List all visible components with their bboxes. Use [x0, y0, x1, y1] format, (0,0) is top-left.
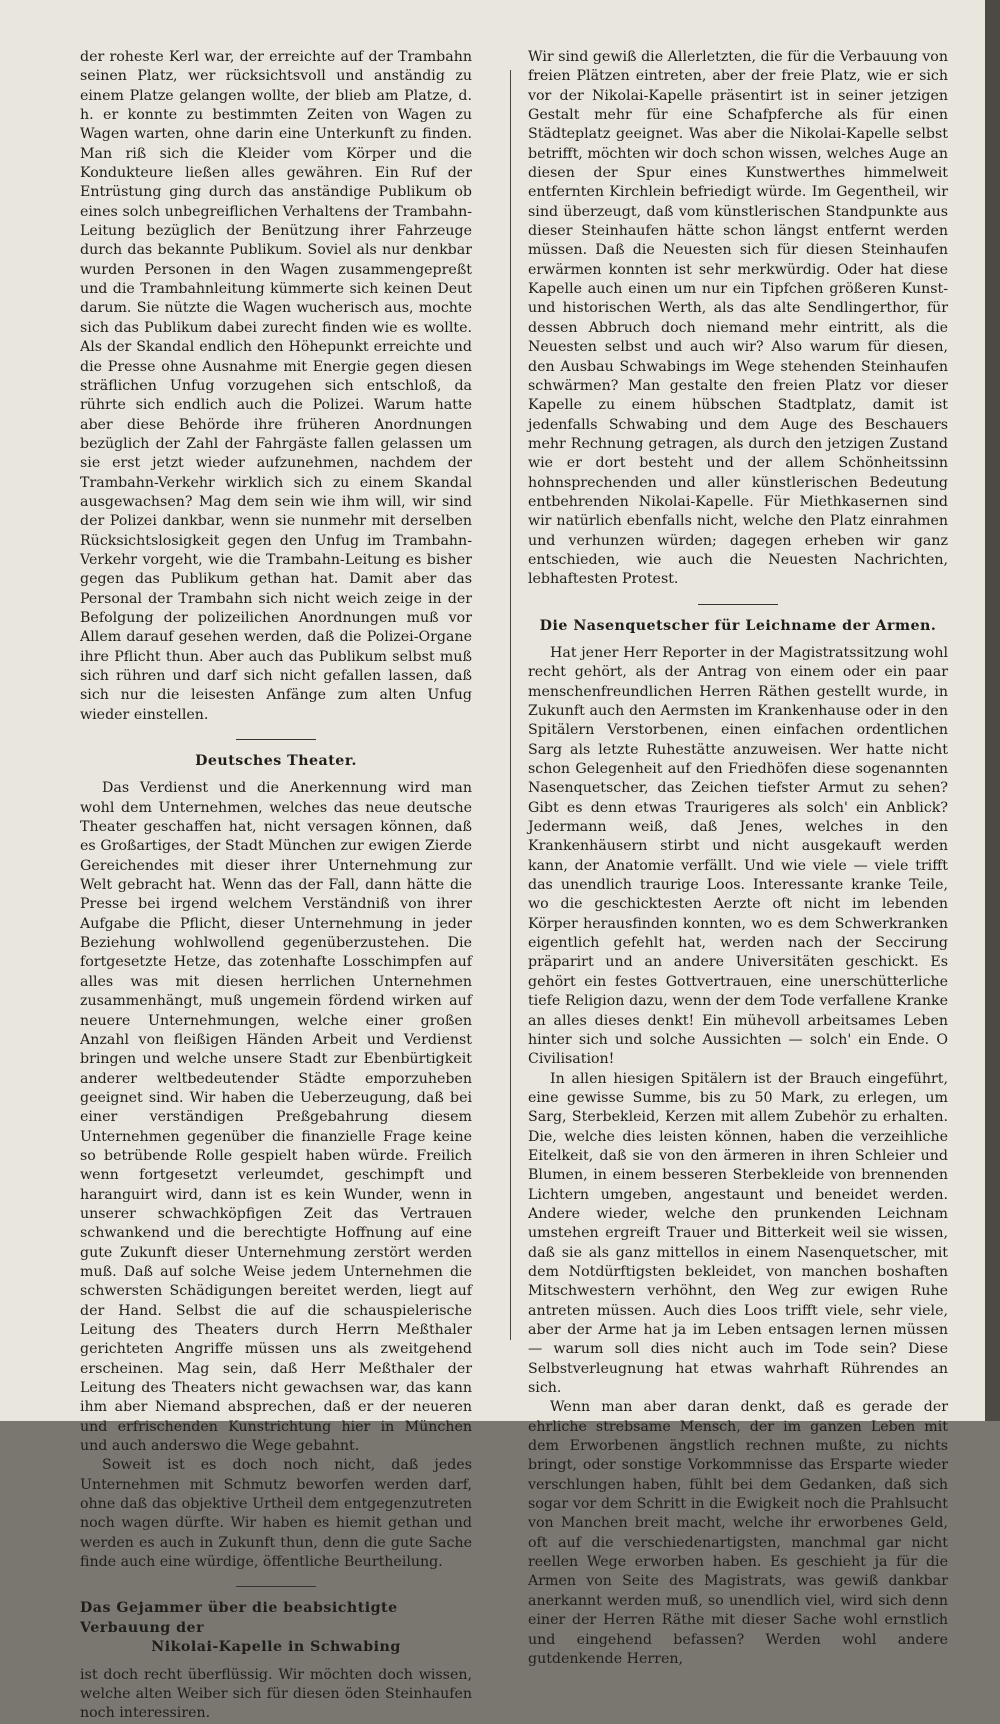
section-separator	[236, 1586, 316, 1587]
article-kapelle-continued: Wir sind gewiß die Allerletzten, die für die Verbauung von freien Plätzen eintreten, aber der freie Platz, wie er sich vor der Nikolai-Kapelle präsentirt ist in seiner jetzigen Gestalt mehr für eine Schafpferche als für einen Städteplatz geeignet. Was aber die Nikolai-Kapelle selbst betrifft, möchten wir doch schon wissen, welches Auge an diesen der Spur eines Kunstwerthes himmelweit entfernten Kirchlein befriedigt würde. Im Gegentheil, wir sind überzeugt, daß vom künstlerischen Standpunkte aus dieser Steinhaufen hätte schon längst entfernt werden müssen. Daß die Neuesten sich für diesen Steinhaufen erwärmen konnten ist sehr merkwürdig. Oder hat diese Kapelle auch einen um nur ein Tipfchen größeren Kunst- und historischen Werth, als das alte Sendlingerthor, für dessen Abbruch doch niemand mehr eintritt, als die Neuesten selbst und auch wir? Also warum für diesen, den Ausbau Schwabings im Wege stehenden Steinhaufen schwärmen? Man gestalte den freien Platz vor dieser Kapelle zu einem hübschen Stadtplatz, damit ist jedenfalls Schwabing und dem Auge des Beschauers mehr Rechnung getragen, als durch den jetzigen Zustand wie er dort besteht und der allem Schönheitssinn hohnsprechenden und aller künstlerischen Bedeutung entbehrenden Nikolai-Kapelle. Für Miethkasernen sind wir natürlich ebenfalls nicht, welche den Platz einrahmen und verhunzen würden; dagegen erheben wir ganz entschieden, wie auch die Neuesten Nachrichten, lebhaftesten Protest.	[528, 49, 948, 588]
heading-kapelle-line-1: Das Gejammer über die beabsichtigte Verbauung der	[80, 1600, 398, 1636]
section-separator	[698, 604, 778, 605]
article-kapelle-start: ist doch recht überflüssig. Wir möchten doch wissen, welche alten Weiber sich für diesen öden Steinhaufen noch interessiren.	[80, 1666, 472, 1722]
article-theater-paragraph-2: Soweit ist es doch noch nicht, daß jedes Unternehmen mit Schmutz beworfen werden darf, ohne daß das objektive Urtheil dem entgegenzutreten noch wagen dürfte. Wir haben es hiemit gethan und werden es auch in Zukunft thun, denn die gute Sache finde auch eine würdige, öffentliche Beurtheilung.	[80, 1457, 472, 1571]
article-tramway-text: der roheste Kerl war, der erreichte auf der Trambahn seinen Platz, wer rücksichtsvoll und anständig zu einem Platze gelangen wollte, der blieb am Platze, d. h. er konnte zu bestimmten Zeiten von Wagen zu Wagen warten, ohne darin eine Unterkunft zu finden. Man riß sich die Kleider vom Körper und die Kondukteure ließen alles gewähren. Ein Ruf der Entrüstung ging durch das anständige Publikum ob eines solch unbegreiflichen Verhaltens der Trambahn-Leitung bezüglich der Benützung ihrer Fahrzeuge durch das bekannte Publikum. Soviel als nur denkbar wurden Personen in den Wagen zusammengepreßt und die Trambahnleitung kümmerte sich keinen Deut darum. Sie nützte die Wagen wucherisch aus, mochte sich das Publikum dabei zurecht finden wie es wollte. Als der Skandal endlich den Höhepunkt erreichte und die Presse ohne Ausnahme mit Energie gegen diesen sträflichen Unfug vorzugehen sich entschloß, da rührte sich endlich auch die Polizei. Warum hatte aber diese Behörde ihre früheren Anordnungen bezüglich der Zahl der Fahrgäste fallen gelassen um sie erst jetzt wieder aufzunehmen, nachdem der Trambahn-Verkehr wirklich sich zu einem Skandal ausgewachsen? Mag dem sein wie ihm will, wir sind der Polizei dankbar, wenn sie nunmehr mit derselben Rücksichtslosigkeit gegen den Unfug im Trambahn-Verkehr vorgeht, wie die Trambahn-Leitung es bisher gegen das Publikum gethan hat. Damit aber das Personal der Trambahn sich nicht weich zeige in der Befolgung der polizeilichen Anordnungen muß vor Allem darauf gesehen werden, daß die Polizei-Organe ihre Pflicht thun. Aber auch das Publikum selbst muß sich rühren und darf sich nicht gefallen lassen, daß sich nur die leisesten Anfänge zum alten Unfug wieder einstellen.	[80, 49, 472, 723]
article-nasen-paragraph-2: In allen hiesigen Spitälern ist der Brauch eingeführt, eine gewisse Summe, bis zu 50 Mark, zu erlegen, um Sarg, Sterbekleid, Kerzen mit allem Zubehör zu erhalten. Die, welche dies leisten können, haben die verzeihliche Eitelkeit, daß sie von den ärmeren in ihren Schleier und Blumen, in einem besseren Sterbekleide von brennenden Lichtern umgeben, angestaunt und beneidet werden. Andere wieder, welche den prunkenden Leichnam umstehen ergreift Trauer und Bitterkeit weil sie wissen, daß sie als ganz mittellos in einem Nasenquetscher, mit dem Notdürftigsten bekleidet, von manchen boshaften Mitschwestern verhöhnt, den Weg zur ewigen Ruhe antreten müssen. Auch dies Loos trifft viele, sehr viele, aber der Arme hat ja im Leben entsagen lernen müssen — warum soll dies nicht auch im Tode sein? Diese Selbstverleugnung hat etwas wahrhaft Rührendes an sich.	[528, 1070, 948, 1397]
right-column	[528, 48, 948, 1669]
article-nasen-paragraph-1: Hat jener Herr Reporter in der Magistratssitzung wohl recht gehört, als der Antrag von einem oder ein paar menschenfreundlichen Herren Räthen gestellt wurde, in Zukunft auch den Aermsten im Krankenhause oder in den Spitälern Verstorbenen, einen einfachen ordentlichen Sarg als letzte Ruhestätte anzuweisen. Wer hatte nicht schon Gelegenheit auf den Friedhöfen diese sogenannten Nasenquetscher, das Zeichen tiefster Armut zu sehen? Gibt es denn etwas Traurigeres als solch' ein Anblick? Jedermann weiß, daß Jenes, welches in den Krankenhäusern stirbt und nicht ausgekauft werden kann, der Anatomie verfällt. Und wie viele — viele trifft das unendlich traurige Loos. Interessante kranke Teile, wo die geschicktesten Aerzte oft nicht im lebenden Körper herausfinden konnten, wo es dem Schwerkranken eigentlich gefehlt hat, werden nach der Seccirung präparirt und an andere Universitäten geschickt. Es gehört ein festes Gottvertrauen, eine unerschütterliche tiefe Religion dazu, wenn der dem Tode verfallene Kranke an alles dieses denkt! Ein mühevoll arbeitsames Leben hinter sich und solche Aussichten — solch' ein Ende. O Civilisation!	[528, 644, 948, 1068]
scan-edge	[985, 0, 1000, 1421]
column-divider	[510, 70, 511, 1340]
article-theater-paragraph-1: Das Verdienst und die Anerkennung wird man wohl dem Unternehmen, welches das neue deutsche Theater geschaffen hat, nicht versagen können, daß es Großartiges, der Stadt München zur ewigen Zierde Gereichendes mit dieser ihrer Unternehmung zur Welt gebracht hat. Wenn das der Fall, dann hätte die Presse bei irgend welchem Verständniß von ihrer Aufgabe die Pflicht, dieser Unternehmung in jeder Beziehung wohlwollend gegenüberzustehen. Die fortgesetzte Hetze, das zotenhafte Losschimpfen auf alles was mit diesen herrlichen Unternehmen zusammenhängt, muß ungemein fördend wirken auf neuere Unternehmungen, welche einer großen Anzahl von fleißigen Händen Arbeit und Verdienst bringen und welche unsere Stadt zur Ebenbürtigkeit anderer weltbedeutender Städte emporzuheben geeignet sind. Wir haben die Ueberzeugung, daß bei einer verständigen Preßgebahrung diesem Unternehmen gegenüber die finanzielle Frage keine so betrübende Rolle gespielt haben würde. Freilich wenn fortgesetzt verleumdet, geschimpft und haranguirt wird, dann ist es kein Wunder, wenn in unserer schwachköpfigen Zeit das Vertrauen schwankend und die berechtigte Hoffnung auf eine gute Zukunft dieser Unternehmung zerstört werden muß. Daß auf solche Weise jedem Unternehmen die schwersten Schädigungen bereitet werden, liegt auf der Hand. Selbst die auf die schauspielerische Leitung des Theaters durch Herrn Meßthaler gerichteten Angriffe müssen uns als zweitgehend erscheinen. Mag sein, daß Herr Meßthaler der Leitung des Theaters nicht gewachsen war, das kann ihm aber Niemand absprechen, daß er der neueren und erfrischenden Kunstrichtung hier in München und auch anderswo die Wege gebahnt.	[80, 780, 472, 1455]
heading-kapelle-line-2: Nikolai-Kapelle in Schwabing	[151, 1639, 401, 1656]
heading-deutsches-theater: Deutsches Theater.	[195, 753, 357, 770]
section-separator	[236, 739, 316, 740]
heading-nasenquetscher: Die Nasenquetscher für Leichname der Armen.	[539, 617, 937, 634]
left-column	[80, 48, 472, 1724]
article-nasen-paragraph-3: Wenn man aber daran denkt, daß es gerade der ehrliche strebsame Mensch, der im ganzen Leben mit dem Erworbenen ängstlich rechnen mußte, zu nichts bringt, oder sonstige Vorkommnisse das Ersparte wieder verschlungen haben, fühlt bei dem Gedanken, daß sich sogar vor dem Schritt in die Ewigkeit noch die Prahlsucht von Manchen breit macht, welche ihr erworbenes Geld, oft auf die verschiedenartigsten, manchmal gar nicht reellen Wege erworben haben. Es geschieht ja für die Armen von Seite des Magistrats, was gewiß dankbar anerkannt werden muß, so unendlich viel, wird sich denn einer der Herren Räthe mit dieser Sache wohl ernstlich und eingehend befassen? Werden wohl andere gutdenkende Herren,	[528, 1399, 948, 1667]
